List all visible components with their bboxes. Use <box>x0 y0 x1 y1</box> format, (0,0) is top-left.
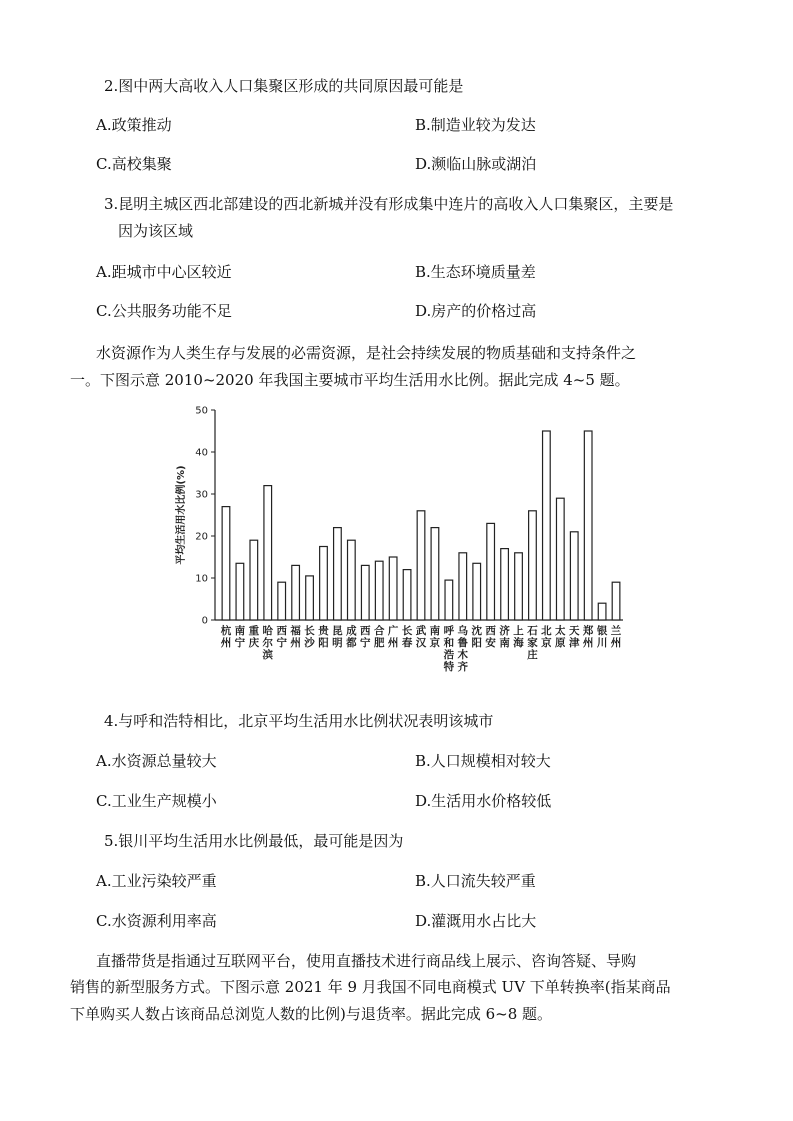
bar <box>375 561 383 620</box>
x-tick-label: 西安 <box>485 625 496 649</box>
question-2-option-b: B.制造业较为发达 <box>415 116 536 134</box>
bar <box>292 565 300 620</box>
water-passage-line-1: 水资源作为人类生存与发展的必需资源，是社会持续发展的物质基础和支持条件之 <box>96 344 637 362</box>
x-tick-label: 昆明 <box>332 625 343 649</box>
bar <box>264 486 272 620</box>
bar <box>431 528 439 620</box>
x-tick-label: 太原 <box>555 625 566 649</box>
bar <box>459 553 467 620</box>
y-axis-label: 平均生活用水比例(%) <box>176 465 187 565</box>
x-tick-label: 南宁 <box>234 625 246 649</box>
bar <box>515 553 523 620</box>
question-3-option-d: D.房产的价格过高 <box>415 302 537 320</box>
bar <box>584 431 592 620</box>
chart-labels <box>220 624 622 673</box>
bar <box>487 523 495 620</box>
bar <box>348 540 356 620</box>
x-tick-label: 长沙 <box>304 625 315 649</box>
water-passage-line-2: 一。下图示意 2010~2020 年我国主要城市平均生活用水比例。据此完成 4~5 题。 <box>70 371 630 389</box>
x-tick-label: 天津 <box>568 625 580 649</box>
y-tick-label: 10 <box>195 573 208 585</box>
y-tick-label: 30 <box>195 489 208 501</box>
question-2-stem: 2.图中两大高收入人口集聚区形成的共同原因最可能是 <box>104 77 464 95</box>
bar <box>612 582 620 620</box>
question-5-stem: 5.银川平均生活用水比例最低，最可能是因为 <box>104 832 404 850</box>
x-tick-label: 重庆 <box>248 625 260 649</box>
x-tick-label: 兰州 <box>610 625 622 649</box>
x-tick-label: 福州 <box>290 625 301 649</box>
bar <box>250 540 258 620</box>
x-tick-label: 乌鲁木齐 <box>457 625 469 673</box>
bar <box>320 547 328 621</box>
x-tick-label: 上海 <box>513 625 524 649</box>
bar <box>306 576 314 620</box>
question-2-option-d: D.濒临山脉或湖泊 <box>415 155 537 173</box>
question-5-option-a: A.工业污染较严重 <box>96 872 217 890</box>
x-tick-label: 杭州 <box>220 625 232 649</box>
x-tick-label: 西宁 <box>276 625 287 649</box>
x-tick-label: 北京 <box>541 625 552 649</box>
livestream-passage-line-3: 下单购买人数占该商品总浏览人数的比例)与退货率。据此完成 6~8 题。 <box>70 1005 553 1023</box>
question-3-option-a: A.距城市中心区较近 <box>96 263 232 281</box>
bar <box>445 580 453 620</box>
x-tick-label: 呼和浩特 <box>443 625 455 673</box>
question-3-option-b: B.生态环境质量差 <box>415 263 536 281</box>
bar <box>501 549 509 620</box>
bar <box>570 532 578 620</box>
bar <box>529 511 537 620</box>
x-tick-label: 广州 <box>387 625 399 649</box>
bar <box>389 557 397 620</box>
water-usage-bar-chart <box>168 400 628 700</box>
bar <box>417 511 425 620</box>
question-3-stem: 3.昆明主城区西北部建设的西北新城并没有形成集中连片的高收入人口集聚区，主要是 <box>104 195 674 213</box>
y-tick-label: 0 <box>201 615 208 627</box>
x-tick-label: 郑州 <box>582 625 594 649</box>
x-tick-label: 贵阳 <box>318 625 329 649</box>
x-tick-label: 南京 <box>429 625 441 649</box>
x-tick-label: 西宁 <box>360 625 371 649</box>
question-2-option-a: A.政策推动 <box>96 116 172 134</box>
x-tick-label: 济南 <box>499 625 510 649</box>
bar <box>236 563 244 620</box>
livestream-passage-line-1: 直播带货是指通过互联网平台，使用直播技术进行商品线上展示、咨询答疑、导购 <box>96 952 637 970</box>
question-5-option-d: D.灌溉用水占比大 <box>415 912 537 930</box>
bar <box>278 582 286 620</box>
x-tick-label: 成都 <box>346 625 357 649</box>
bar <box>222 507 230 620</box>
x-tick-label: 合肥 <box>373 625 385 649</box>
x-tick-label: 武汉 <box>415 625 427 649</box>
bar <box>556 498 564 620</box>
question-4-option-a: A.水资源总量较大 <box>96 752 217 770</box>
bar <box>543 431 551 620</box>
livestream-passage-line-2: 销售的新型服务方式。下图示意 2021 年 9 月我国不同电商模式 UV 下单转换率(指某商品 <box>70 978 671 996</box>
bar <box>473 563 481 620</box>
bar <box>334 528 342 620</box>
y-tick-label: 50 <box>195 405 208 417</box>
x-tick-label: 沈阳 <box>471 625 482 649</box>
chart-bars <box>222 431 620 620</box>
bar <box>361 565 369 620</box>
y-tick-label: 20 <box>195 531 208 543</box>
x-tick-label: 石家庄 <box>527 625 538 661</box>
question-4-option-c: C.工业生产规模小 <box>96 792 217 810</box>
question-4-option-d: D.生活用水价格较低 <box>415 792 552 810</box>
x-tick-label: 长春 <box>401 625 413 649</box>
question-3-stem-continued: 因为该区域 <box>118 222 194 240</box>
question-5-option-b: B.人口流失较严重 <box>415 872 536 890</box>
bar <box>598 603 606 620</box>
x-tick-label: 哈尔滨 <box>262 625 274 661</box>
question-4-option-b: B.人口规模相对较大 <box>415 752 551 770</box>
question-3-option-c: C.公共服务功能不足 <box>96 302 232 320</box>
question-4-stem: 4.与呼和浩特相比，北京平均生活用水比例状况表明该城市 <box>104 712 494 730</box>
question-2-option-c: C.高校集聚 <box>96 155 172 173</box>
x-tick-label: 银川 <box>596 625 608 649</box>
y-tick-label: 40 <box>195 447 208 459</box>
question-5-option-c: C.水资源利用率高 <box>96 912 217 930</box>
bar <box>403 570 411 620</box>
